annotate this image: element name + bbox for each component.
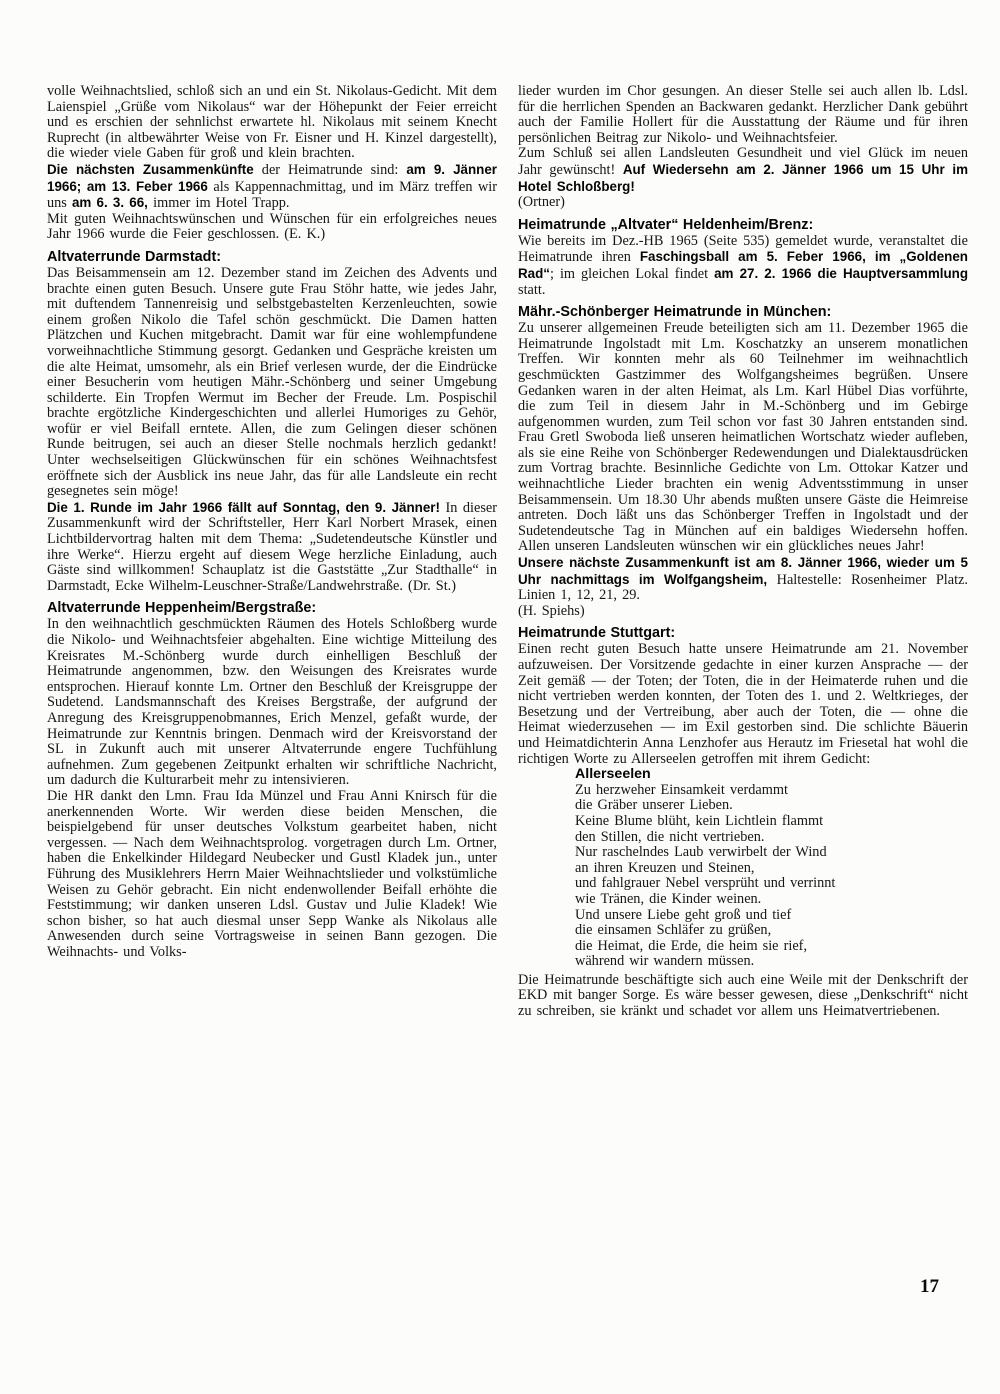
- text-run: immer im Hotel Trapp.: [153, 195, 290, 212]
- paragraph: [518, 321, 968, 555]
- paragraph: [47, 500, 497, 595]
- paragraph: [518, 234, 968, 298]
- text-run: Wie bereits im Dez.-HB 1965 (Seite 535) gemeldet wurde, veranstaltet die Heimatrunde ihren: [518, 232, 968, 266]
- poem-line: Und unsere Liebe geht groß und tief: [575, 906, 792, 923]
- text-run: Mit guten Weihnachtswünschen und Wünschen für ein erfolgreiches neues Jahr 1966 wurde die Feier geschlossen. (E. K.): [47, 210, 497, 243]
- text-run: Haltestelle: Rosenheimer Platz. Linien 1, 12, 21, 29.: [518, 571, 969, 604]
- text-run: volle Weihnachtslied, schloß sich an und ein St. Nikolaus-Gedicht. Mit dem Laienspiel „Grüße vom Nikolaus“ war der Höhepunkt der Feier erreicht und es erschien der sehnlichst erwartete hl. Nikolaus mit seinem Knecht Ruprecht (in altbewährter Weise von Fr. Eisner und H. Kinzel dargestellt), die wieder viele Gaben für groß und klein brachten.: [47, 83, 497, 162]
- bold-text-run: Faschingsball am 5. Feber 1966, im „Goldenen Rad“: [518, 249, 968, 281]
- poem-line: die Heimat, die Erde, die heim sie rief,: [575, 937, 808, 954]
- paragraph: [47, 266, 497, 500]
- text-run: Die Heimatrunde beschäftigte sich auch eine Weile mit der Denkschrift der EKD mit banger Sorge. Es wäre besser gewesen, diese „Denkschrift“ nicht zu schreiben, sie kränkt und schadet vor allem uns Heimatvertriebenen.: [518, 971, 968, 1020]
- poem-line: und fahlgrauer Nebel versprüht und verrinnt: [575, 875, 836, 892]
- section-heading: Mähr.-Schönberger Heimatrunde in München:: [518, 304, 832, 321]
- poem-line: die Gräber unserer Lieben.: [575, 797, 733, 814]
- paragraph: [518, 84, 968, 146]
- section-heading: Heimatrunde Stuttgart:: [518, 625, 676, 642]
- bold-text-run: Die nächsten Zusammenkünfte: [47, 161, 262, 177]
- text-run: Die HR dankt den Lmn. Frau Ida Münzel und Frau Anni Knirsch für die anerkennenden Worte. Wir werden diese beiden Menschen, die beispielgebend für unser deutsches Volkstum gearbeitet haben, nicht vergessen. — Nach dem Weihnachtsprolog. vorgetragen durch Lm. Ortner, haben die Enkelkinder Hildegard Neubecker und Gustl Kladek jun., unter Führung des Musiklehrers Herrn Maier Weihnachtslieder und volkstümliche Weisen zu Gehör gebracht. Ein nicht endenwollender Beifall erhöhte die Feststimmung; wir danken unseren Ldsl. Gustav und Julie Kladek! Wie schon bisher, so hat auch diesmal unser Sepp Wanke als Nikolaus alle Anwesenden durch seine Vortragsweise in seinen Bann gezogen. Die Weihnachts- und Volks-: [47, 787, 497, 960]
- text-run: Zu unserer allgemeinen Freude beteiligten sich am 11. Dezember 1965 die Heimatrunde Ingolstadt mit Lm. Koschatzky an unserem monatlichen Treffen. Wir konnten mehr als 60 Teilnehmer im weihnachtlich geschmückten Gastzimmer des Wolfgangsheimes begrüßen. Unsere Gedanken waren in der alten Heimat, als Lm. Karl Hübel Dias vorführte, die zum Teil in diesem Jahr in M.-Schönberg und im Gebirge aufgenommen wurden, zum Teil schon vor fast 30 Jahren entstanden sind. Frau Gretl Swoboda ließ unseren heimatlichen Wortschatz wieder aufleben, als sie eine Reihe von Schönberger Redewendungen und Dialektausdrücken zum Vortrag brachte. Besinnliche Gedichte von Lm. Ottokar Katzer und weihnachtliche Lieder brachten ein wenig Adventsstimmung in unser Beisammensein. Um 18.30 Uhr abends mußten unsere Gäste die Heimreise antreten. Doch läßt uns das Schönberger Treffen in Ingolstadt und der Sudetendeutsche Tag in München auf ein baldiges Wiedersehn hoffen. Allen unseren Landsleuten wünschen wir ein glückliches neues Jahr!: [518, 320, 968, 555]
- right-column: [518, 84, 968, 1020]
- section-heading: Altvaterrunde Darmstadt:: [47, 248, 222, 265]
- bold-text-run: Unsere nächste Zusammenkunft ist am 8. Jänner 1966, wieder um 5 Uhr nachmittags im Wolfgangsheim,: [518, 555, 968, 587]
- section-heading: Altvaterrunde Heppenheim/Bergstraße:: [47, 600, 317, 617]
- poem-line: an ihren Kreuzen und Steinen,: [575, 859, 755, 876]
- poem-line: wie Tränen, die Kinder weinen.: [575, 890, 762, 907]
- paragraph: [47, 162, 497, 212]
- paragraph: [47, 617, 497, 789]
- paragraph: [47, 84, 497, 162]
- paragraph: [518, 973, 968, 1020]
- paragraph: [47, 212, 497, 243]
- text-run: Das Beisammensein am 12. Dezember stand im Zeichen des Advents und brachte einen guten Besuch. Unsere gute Frau Stöhr hatte, wie jedes Jahr, mit duftendem Tannenreisig und selbstgebastelten Kerzenleuchten, sowie einem großen Nikolo die Tafel schön geschmückt. Die Damen hatten Plätzchen und Kuchen mitgebracht. Damit war für eine wohlempfundene vorweihnachtliche Stimmung gesorgt. Gedanken und Gespräche kreisten um die alte Heimat, umsomehr, als ein Brief verlesen wurde, der die Eindrücke einer Besucherin vom heutigen Mähr.-Schönberg und seiner Umgebung schilderte. Ein Tropfen Wermut im Becher der Freude. Lm. Pospischil brachte ergötzliche Kindergeschichten und allerlei Humoriges zu Gehör, wofür er viel Beifall erntete. Allen, die zum Gelingen dieser schönen Runde beitrugen, sei auch an dieser Stelle nochmals herzlich gedankt! Unter wechselseitigen Glückwünschen für ein schönes Weihnachtsfest eröffnete sich der Ausblick ins neue Jahr, das für alle Landsleute ein recht gesegnetes sein möge!: [47, 264, 497, 500]
- text-run: In den weihnachtlich geschmückten Räumen des Hotels Schloßberg wurde die Nikolo- und Weihnachtsfeier abgehalten. Eine wichtige Mitteilung des Kreisrates M.-Schönberg wurde durch einhelligen Beschluß der Heimatrunde angenommen, bzw. den Weisungen des Kreisrates wurde entsprochen. Hierauf konnte Lm. Ortner den Beschluß der Kreisgruppe der Sudetend. Landsmannschaft des Kreises Bergstraße, der aufgrund der Anregung des Kreisgruppenobmannes, Erich Menzel, gefaßt wurde, der Heimatrunde zur Kenntnis bringen. Denmach wird der Kreisvorstand der SL in Zukunft auch mit unserer Altvaterrunde engere Tuchfühlung aufnehmen. Zum gegebenen Zeitpunkt erhalten wir schriftliche Nachricht, um dadurch die Kulturarbeit mehr zu intensivieren.: [47, 616, 497, 789]
- poem: [518, 783, 968, 970]
- text-run: lieder wurden im Chor gesungen. An dieser Stelle sei auch allen lb. Ldsl. für die herrlichen Spenden an Backwaren gedankt. Herzlicher Dank gebührt auch der Familie Hollert für die Ausstattung der Räume und für ihren persönlichen Beitrag zur Nikolo- und Weihnachtsfeier.: [518, 83, 968, 146]
- text-run: statt.: [518, 281, 546, 298]
- bold-text-run: am 9. Jänner 1966; am 13. Feber 1966: [47, 161, 497, 194]
- bold-text-run: am 6. 3. 66,: [71, 195, 154, 211]
- text-run: Einen recht guten Besuch hatte unsere Heimatrunde am 21. November aufzuweisen. Der Vorsitzende gedachte in einer kurzen Ansprache — der Zeit gemäß — der Toten; der Toten, die in der Heimaterde ruhen und die nicht vertrieben werden konnten, der Toten des 1. und 2. Weltkrieges, der Besetzung und der Vertreibung, aber auch der Toten, die — ohne die Heimat wiederzusehen — im Exil gestorben sind. Die schlichte Bäuerin und Heimatdichterin Anna Lenzhofer aus Herautz im Friesetal hat wohl die richtigen Worte zu Allerseelen getroffen mit ihrem Gedicht:: [518, 641, 968, 767]
- text-run: der Heimatrunde sind:: [261, 161, 407, 178]
- poem-line: den Stillen, die nicht vertrieben.: [575, 828, 765, 845]
- page-number: 17: [920, 1276, 939, 1297]
- text-run: In dieser Zusammenkunft wird der Schriftsteller, Herr Karl Norbert Mrasek, einen Lichtbildervortrag halten mit dem Thema: „Sudetendeutsche Künstler und ihre Werke“. Hierzu ergeht auf diesem Wege herzliche Einladung, auch Gäste sind willkommen! Schauplatz ist die Gaststätte „Zur Stadthalle“ in Darmstadt, Ecke Wilhelm-Leuschner-Straße/Landwehrstraße. (Dr. St.): [47, 499, 497, 594]
- poem-line: Zu herzweher Einsamkeit verdammt: [575, 781, 788, 798]
- text-run: (Ortner): [518, 194, 565, 211]
- text-run: ; im gleichen Lokal findet: [550, 265, 715, 282]
- section-heading: Heimatrunde „Altvater“ Heldenheim/Brenz:: [518, 216, 814, 233]
- poem-line: die einsamen Schläfer zu grüßen,: [575, 922, 772, 939]
- paragraph: [518, 195, 968, 211]
- text-run: als Kappennachmittag, und im März treffen wir uns: [47, 178, 498, 212]
- left-column: [47, 84, 497, 1020]
- poem-line: Nur raschelndes Laub verwirbelt der Wind: [575, 844, 827, 861]
- paragraph: [518, 146, 968, 195]
- paragraph: [518, 604, 968, 620]
- paragraph: [518, 555, 968, 604]
- poem-line: während wir wandern müssen.: [575, 953, 755, 970]
- bold-text-run: am 27. 2. 1966 die Hauptversammlung: [714, 265, 968, 281]
- bold-text-run: Die 1. Runde im Jahr 1966 fällt auf Sonntag, den 9. Jänner!: [47, 499, 446, 515]
- poem-title: Allerseelen: [575, 766, 651, 783]
- text-run: (H. Spiehs): [518, 602, 585, 619]
- paragraph: [47, 789, 497, 961]
- bold-text-run: Auf Wiedersehn am 2. Jänner 1966 um 15 Uhr im Hotel Schloßberg!: [518, 161, 968, 194]
- poem-line: Keine Blume blüht, kein Lichtlein flammt: [575, 812, 824, 829]
- paragraph: [518, 642, 968, 767]
- text-run: Zum Schluß sei allen Landsleuten Gesundheit und viel Glück im neuen Jahr gewünscht!: [518, 145, 968, 178]
